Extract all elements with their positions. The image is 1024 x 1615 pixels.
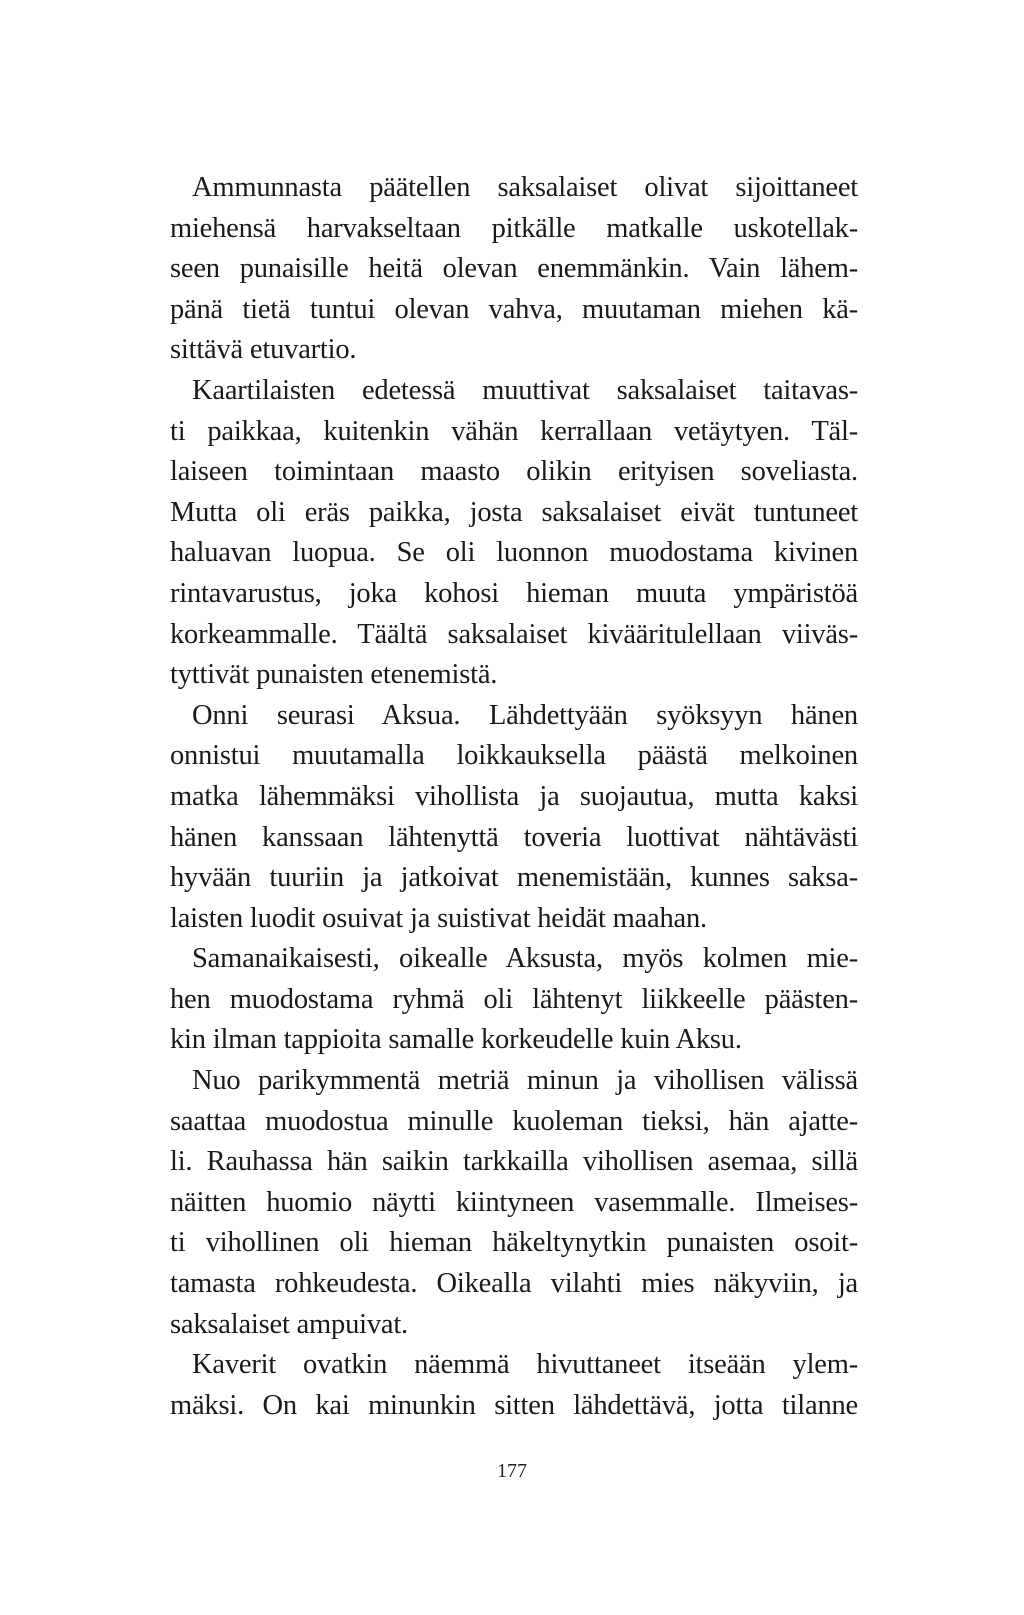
text-line: li. Rauhassa hän saikin tarkkailla vihollisen asemaa, sillä [170,1146,858,1178]
text-line: Mutta oli eräs paikka, josta saksalaiset eivät tuntuneet [170,496,858,528]
text-line: laisten luodit osuivat ja suistivat heidät maahan. [170,902,707,934]
page-number: 177 [497,1460,527,1482]
text-line: hänen kanssaan lähtenyttä toveria luottivat nähtävästi [170,821,858,853]
text-line: mäksi. On kai minunkin sitten lähdettävä, jotta tilanne [170,1389,858,1421]
paragraph [170,371,858,696]
text-line: näitten huomio näytti kiintyneen vasemmalle. Ilmeises- [170,1186,858,1218]
text-line: laiseen toimintaan maasto olikin erityisen soveliasta. [170,456,858,488]
text-line: Nuo parikymmentä metriä minun ja vihollisen välissä [192,1065,858,1097]
text-line: sittävä etuvartio. [170,334,357,366]
text-line: seen punaisille heitä olevan enemmänkin. Vain lähem- [170,253,858,285]
text-line: hyvään tuuriin ja jatkoivat menemistään, kunnes saksa- [170,862,858,894]
text-line: Onni seurasi Aksua. Lähdettyään syöksyyn hänen [192,699,858,731]
text-line: matka lähemmäksi vihollista ja suojautua, mutta kaksi [170,780,858,812]
text-line: korkeammalle. Täältä saksalaiset kivääritulellaan viiväs- [170,618,858,650]
text-line: Samanaikaisesti, oikealle Aksusta, myös kolmen mie- [192,943,858,975]
text-line: haluavan luopua. Se oli luonnon muodostama kivinen [170,537,858,569]
text-line: saksalaiset ampuivat. [170,1308,408,1340]
text-line: tyttivät punaisten etenemistä. [170,659,498,691]
text-line: pänä tietä tuntui olevan vahva, muutaman miehen kä- [170,293,858,325]
text-line: hen muodostama ryhmä oli lähtenyt liikkeelle päästen- [170,983,858,1015]
paragraph [170,696,858,940]
text-line: tamasta rohkeudesta. Oikealla vilahti mies näkyviin, ja [170,1268,858,1300]
body-text [170,168,858,1426]
paragraph [170,168,858,371]
paragraph [170,1061,858,1345]
paragraph [170,1345,858,1426]
text-line: saattaa muodostua minulle kuoleman tieksi, hän ajatte- [170,1105,858,1137]
text-line: ti vihollinen oli hieman häkeltynytkin punaisten osoit- [170,1227,858,1259]
text-line: rintavarustus, joka kohosi hieman muuta ympäristöä [170,577,858,609]
text-line: ti paikkaa, kuitenkin vähän kerrallaan vetäytyen. Täl- [170,415,858,447]
paragraph [170,939,858,1061]
text-line: kin ilman tappioita samalle korkeudelle kuin Aksu. [170,1024,742,1056]
text-line: miehensä harvakseltaan pitkälle matkalle uskotellak- [170,212,858,244]
text-line: Kaverit ovatkin näemmä hivuttaneet itseään ylem- [192,1349,858,1381]
text-line: Kaartilaisten edetessä muuttivat saksalaiset taitavas- [192,374,858,406]
text-line: onnistui muutamalla loikkauksella päästä melkoinen [170,740,858,772]
text-line: Ammunnasta päätellen saksalaiset olivat sijoittaneet [192,172,858,203]
